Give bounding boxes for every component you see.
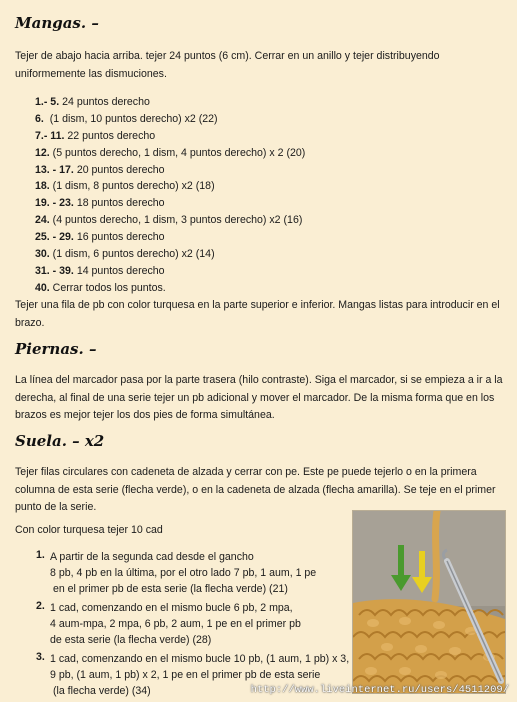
mangas-row-label: 18. — [35, 180, 50, 193]
mangas-row — [35, 229, 305, 246]
mangas-row-text: (5 puntos derecho, 1 dism, 4 puntos derecho) x 2 (20) — [49, 146, 306, 159]
mangas-row — [35, 178, 305, 195]
mangas-row-text: 24 puntos derecho — [59, 96, 150, 108]
mangas-row — [35, 195, 305, 212]
mangas-row-text: Cerrar todos los puntos. — [49, 281, 166, 294]
mangas-outro: Tejer una fila de pb con color turquesa en la parte superior e inferior. Mangas listas para introducir en el brazo. — [15, 299, 500, 329]
mangas-row-text: (1 dism, 10 puntos derecho) x2 (22) — [43, 112, 218, 125]
mangas-row-label: 12. — [35, 146, 50, 159]
mangas-row-label: 13. - 17. — [35, 163, 74, 176]
suela-step-line: 1 cad, comenzando en el mismo bucle 6 pb, 2 mpa, — [50, 602, 293, 614]
mangas-row-text: (4 puntos derecho, 1 dism, 3 puntos derecho) x2 (16) — [49, 214, 303, 227]
mangas-row — [35, 162, 305, 179]
mangas-row-label: 31. - 39. — [35, 264, 74, 277]
suela-step-line: 8 pb, 4 pb en la última, por el otro lado 7 pb, 1 aum, 1 pe — [50, 567, 317, 579]
mangas-row — [35, 263, 305, 280]
mangas-row — [35, 111, 305, 128]
mangas-heading: Mangas. – — [15, 14, 99, 32]
mangas-row-list — [35, 94, 305, 297]
mangas-row-text: 14 puntos derecho — [73, 264, 165, 277]
suela-step-list — [36, 549, 349, 702]
mangas-row-label: 19. - 23. — [35, 197, 74, 210]
suela-step-line: A partir de la segunda cad desde el gancho — [50, 551, 254, 563]
suela-step-line: en el primer pb de esta serie (la flecha verde) (21) — [50, 583, 288, 595]
suela-step-line: de esta serie (la flecha verde) (28) — [50, 634, 212, 646]
suela-step-number: 3. — [36, 651, 45, 663]
mangas-row-text: (1 dism, 8 puntos derecho) x2 (18) — [49, 180, 215, 193]
suela-step-number: 1. — [36, 549, 45, 561]
mangas-row-label: 1.- 5. — [35, 96, 60, 108]
mangas-row-label: 7.- 11. — [35, 129, 65, 142]
mangas-row-text: 16 puntos derecho — [73, 231, 165, 244]
watermark-url: http://www.liveinternet.ru/users/4511209/ — [250, 684, 509, 696]
suela-heading: Suela. – x2 — [15, 432, 105, 450]
suela-color-line: Con color turquesa tejer 10 cad — [15, 524, 163, 536]
suela-text: Tejer filas circulares con cadeneta de alzada y cerrar con pe. Este pe puede tejerlo o en la primera columna de esta serie (flecha verde), o en la cadeneta de alzada (flecha amarilla). Se teje en el primer punto de la serie. — [15, 466, 496, 513]
mangas-row-label: 40. — [35, 281, 50, 294]
mangas-row — [35, 212, 305, 229]
mangas-row — [35, 280, 305, 297]
mangas-intro: Tejer de abajo hacia arriba. tejer 24 puntos (6 cm). Cerrar en un anillo y tejer distribuyendo uniformemente las dismuciones. — [15, 50, 440, 80]
suela-step-line: 4 aum-mpa, 2 mpa, 6 pb, 2 aum, 1 pe en el primer pb — [50, 618, 301, 630]
mangas-row-label: 25. - 29. — [35, 231, 74, 244]
suela-step-line: (la flecha verde) (34) — [50, 685, 151, 697]
suela-step — [36, 600, 349, 648]
mangas-row-text: 20 puntos derecho — [73, 163, 165, 176]
mangas-row — [35, 128, 305, 145]
mangas-row — [35, 145, 305, 162]
mangas-row-text: 22 puntos derecho — [64, 129, 156, 142]
mangas-row — [35, 246, 305, 263]
mangas-row-label: 24. — [35, 214, 50, 227]
mangas-row-label: 30. — [35, 248, 50, 261]
crochet-photo — [352, 510, 506, 694]
mangas-row-label: 6. — [35, 112, 44, 125]
crochet-photo-illustration — [353, 511, 505, 693]
mangas-row — [35, 94, 305, 111]
piernas-heading: Piernas. – — [15, 340, 97, 358]
suela-step — [36, 549, 349, 597]
suela-step-line: 1 cad, comenzando en el mismo bucle 10 pb, (1 aum, 1 pb) x 3, — [50, 653, 350, 665]
mangas-row-text: 18 puntos derecho — [73, 197, 165, 210]
suela-step-number: 2. — [36, 600, 45, 612]
piernas-text: La línea del marcador pasa por la parte trasera (hilo contraste). Siga el marcador, si se empieza a ir a la derecha, al final de una serie tejer un pb adicional y mover el marcador. De la misma forma que en los brazos es mejor tejer los dos pies de forma simultánea. — [15, 374, 503, 421]
suela-step-line: 9 pb, (1 aum, 1 pb) x 2, 1 pe en el primer pb de esta serie — [50, 669, 321, 681]
mangas-row-text: (1 dism, 6 puntos derecho) x2 (14) — [49, 248, 215, 261]
